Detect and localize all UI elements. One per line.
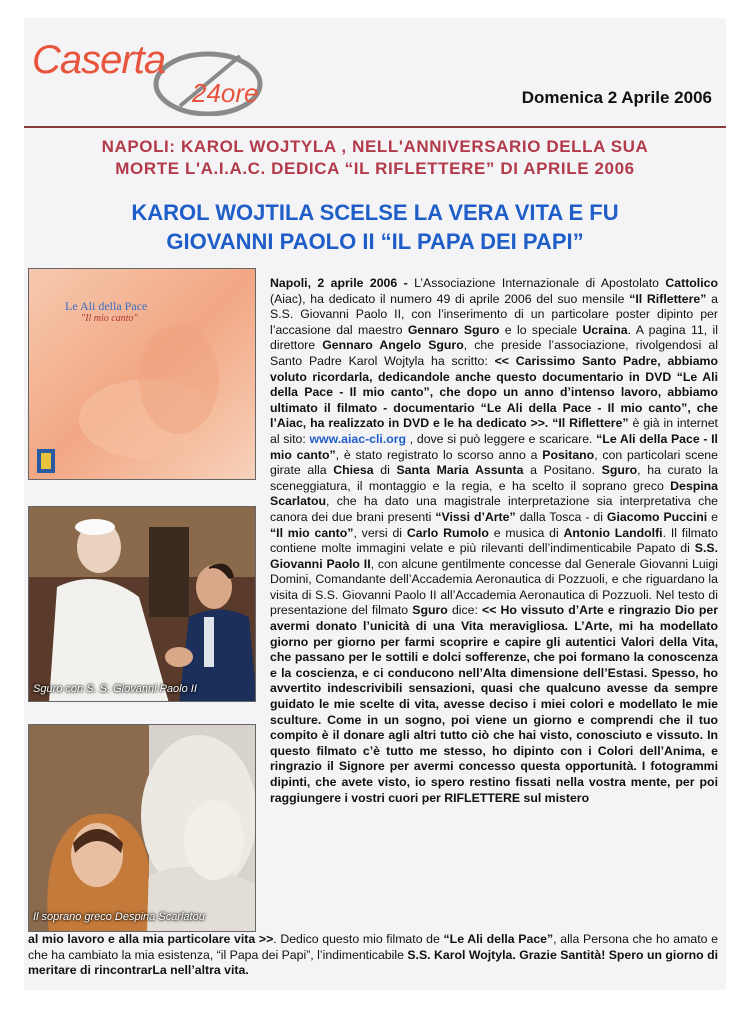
text-run: Sguro xyxy=(412,603,448,618)
masthead-logo[interactable] xyxy=(30,26,300,112)
header-divider xyxy=(24,126,726,128)
text-run: , alla Persona che ho amato e che ha cambiato la mia esistenza, “il Papa dei Papi”, l’indimenticabile xyxy=(28,932,718,962)
text-run: , con particolari scene girate alla xyxy=(270,447,718,478)
text-run: Chiesa xyxy=(333,463,374,478)
text-run: “Le Ali della Pace - Il mio canto” xyxy=(270,431,718,462)
text-run: Napoli, 2 aprile 2006 - xyxy=(270,276,415,290)
text-run: Gennaro Sguro xyxy=(407,322,500,337)
cd-cover-subtitle: "Il mio canto" xyxy=(81,313,138,324)
text-run: “Vissi d’Arte” xyxy=(435,509,516,524)
text-run: Giacomo Puccini xyxy=(606,509,708,524)
text-run: Santa Maria Assunta xyxy=(396,463,524,478)
text-run: e lo speciale xyxy=(499,322,583,337)
text-run: Ucraina xyxy=(582,322,628,337)
pope-photo-art xyxy=(29,507,256,702)
text-run: dalla Tosca - di xyxy=(515,509,607,524)
cd-cover-title: Le Ali della Pace xyxy=(65,299,148,313)
text-run: e musica di xyxy=(488,525,564,540)
text-run: dice: xyxy=(447,603,483,618)
text-run: Carlo Rumolo xyxy=(406,525,489,540)
headline-line-1: KAROL WOJTILA SCELSE LA VERA VITA E FU xyxy=(131,200,619,225)
pope-photo xyxy=(28,506,256,702)
text-run: , dove si può leggere e scaricare. xyxy=(406,431,597,446)
website-link[interactable]: www.aiac-cli.org xyxy=(309,431,407,446)
soprano-photo-caption: Il soprano greco Despina Scarlatou xyxy=(33,911,205,923)
headline-line-2: GIOVANNI PAOLO II “IL PAPA DEI PAPI” xyxy=(166,229,584,254)
text-run: << Ho vissuto d’Arte e ringrazio Dio per avermi donato l’unicità di una Vita meravigliosa. L’Arte, mi ha modellato giorno per giorno per farmi scoprire e capire gli autentici Valori della Vita, che passano per le sottili e dolci sofferenze, che poi formano la conoscenza e la coscienza, e ci conducono nell’Alta dimensione dell’Estasi. Spesso, ho avvertito indescrivibili sensazioni, quasi che qualcuno avesse da sempre guidato le mie scelte di vita, avesse deciso i miei colori e modellato le mie sculture. Come in un sogno, poi viene un giorno e comprendi che il tuo compito è il donare agli altri tutto ciò che hai visto, conosciuto e vissuto. In questo filmato c’è tutto me stesso, ho dipinto con i Colori dell’Anima, e ringrazio il Signore per avermi concesso questa opportunità. I fotogrammi dipinti, che avete visto, io spero restino fissati nella vostra mente, per poi raggiungere i vostri cuori per RIFLETTERE sul mistero xyxy=(270,603,718,805)
text-run: S.S. Karol Wojtyla. Grazie Santità! Spero un giorno di meritare di rincontrarLa nell’altra vita. xyxy=(28,947,719,978)
text-run: , che preside l’associazione, rivolgendosi al Santo Padre Karol Wojtyla ha scritto: xyxy=(270,338,718,368)
soprano-photo xyxy=(28,724,256,932)
text-run: (Aiac), ha dedicato il numero 49 di aprile 2006 del suo mensile xyxy=(270,291,630,306)
article-tail xyxy=(28,932,718,979)
text-run: è già in internet al sito: xyxy=(270,416,718,446)
text-run: a Positano. xyxy=(523,463,602,478)
text-run: Cattolico xyxy=(665,276,718,290)
text-run: << Carissimo Santo Padre, abbiamo voluto ricordarla, dedicandole anche questo documentario in DVD “Le Ali della Pace - Il mio canto”, che dopo un anno d’intenso lavoro, abbiamo ultimato il filmato - documentario “Le Ali della Pace - Il mio canto”, che l’Aiac, ha realizzato in DVD e le ha dedicato >>. “Il Riflettere” xyxy=(270,353,719,431)
kicker-line-2: MORTE L'A.I.A.C. DEDICA “IL RIFLETTERE” DI APRILE 2006 xyxy=(115,159,635,178)
kicker xyxy=(24,136,726,180)
text-run: Antonio Landolfi xyxy=(563,525,663,540)
text-run: a S.S. Giovanni Paolo II, con l’inserimento di un particolare poster dipinto per l’accasione dal maestro xyxy=(270,291,718,337)
text-run: , che ha dato una magistrale interpretazione sia interpretativa che canora dei due brani presenti xyxy=(270,494,718,524)
text-run: . Il filmato contiene molte immagini velate e più rilevanti dell’indimenticabile Papato di xyxy=(270,525,719,556)
text-run: “Il mio canto” xyxy=(270,525,354,540)
text-run: “Il Riflettere” xyxy=(629,291,707,306)
text-run: , ha curato la sceneggiatura, il montaggio e la regia, e ha scelto il soprano greco xyxy=(270,463,718,493)
kicker-line-1: NAPOLI: KAROL WOJTYLA , NELL'ANNIVERSARIO DELLA SUA xyxy=(101,137,649,156)
text-run: al mio lavoro e alla mia particolare vita >> xyxy=(28,932,274,946)
newspaper-page xyxy=(24,18,726,990)
issue-date: Domenica 2 Aprile 2006 xyxy=(521,88,712,107)
text-run: S.S. Giovanni Paolo II xyxy=(270,541,718,571)
text-run: “Le Ali della Pace” xyxy=(443,932,554,946)
text-run: Sguro xyxy=(601,463,638,478)
text-run: Positano xyxy=(542,447,595,462)
logo-wordmark: Caserta xyxy=(32,38,166,82)
text-run: , è stato registrato lo scorso anno a xyxy=(335,447,543,462)
text-run: Gennaro Angelo Sguro xyxy=(322,338,464,353)
soprano-photo-art xyxy=(29,725,256,932)
text-run: . A pagina 11, il direttore xyxy=(270,322,718,353)
text-run: , con alcune gentilmente concesse dal Generale Giovanni Luigi Domini, Comandante dell’Accademia Aeronautica di Pozzuoli, e che riguardano la visita di S.S. Giovanni Paolo II all’Accademia Aeronautica di Pozzuoli. Nel testo di presentazione del filmato xyxy=(270,556,718,618)
text-run: di xyxy=(373,463,397,478)
text-run: Despina Scarlatou xyxy=(270,478,718,509)
article-body xyxy=(270,276,718,806)
text-run: e xyxy=(707,509,719,524)
logo-subtitle: 24ore xyxy=(192,78,259,108)
text-run: . Dedico questo mio filmato de xyxy=(273,932,444,946)
text-run: , versi di xyxy=(353,525,407,540)
cd-cover-image xyxy=(28,268,256,480)
text-run: L’Associazione Internazionale di Apostolato xyxy=(414,276,666,290)
headline xyxy=(24,198,726,256)
pope-photo-caption: Sguro con S. S. Giovanni Paolo II xyxy=(33,683,197,695)
